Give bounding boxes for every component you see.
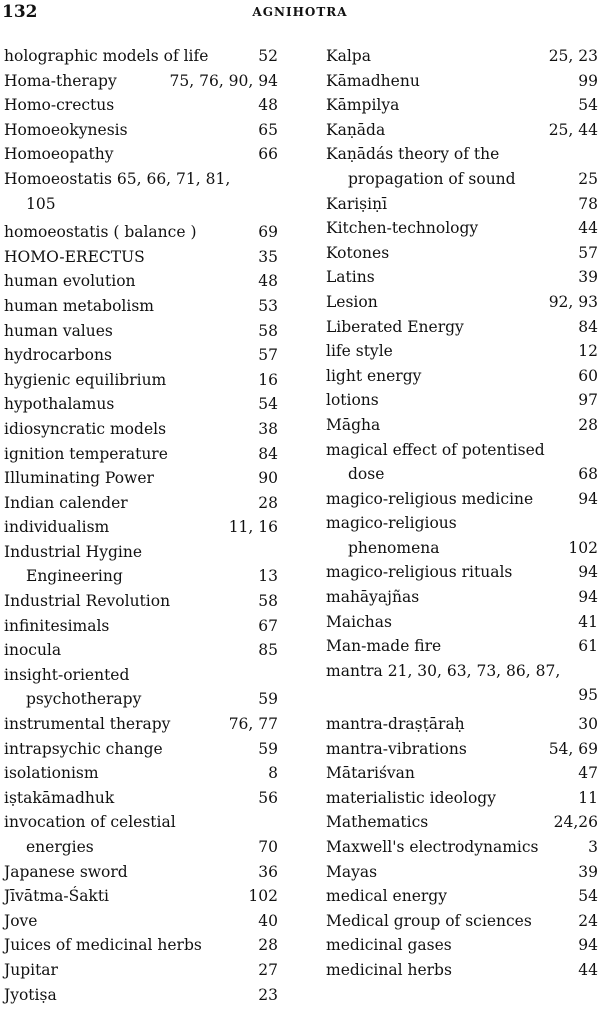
index-pages: 67 bbox=[258, 616, 278, 635]
index-entry bbox=[326, 560, 598, 585]
index-term: Kaṇādás theory of the bbox=[326, 145, 500, 164]
index-entry bbox=[4, 93, 278, 118]
index-term: materialistic ideology bbox=[326, 788, 496, 807]
index-term: Maichas bbox=[326, 612, 392, 631]
index-entry bbox=[4, 983, 278, 1008]
index-term: Maxwell's electrodynamics bbox=[326, 838, 539, 856]
index-term: Industrial Hygine bbox=[4, 542, 142, 561]
index-entry bbox=[326, 462, 598, 487]
index-term: hypothalamus bbox=[4, 395, 115, 414]
index-term: lotions bbox=[326, 391, 379, 410]
index-pages: 47 bbox=[578, 764, 598, 783]
index-pages: 75, 76, 90, 94 bbox=[169, 71, 278, 90]
index-pages: 48 bbox=[258, 272, 278, 291]
index-term: Medical group of sciences bbox=[326, 911, 532, 930]
index-entry bbox=[326, 487, 598, 512]
index-entry bbox=[326, 810, 598, 835]
index-term: human evolution bbox=[4, 272, 136, 291]
index-pages: 38 bbox=[258, 419, 278, 438]
index-entry bbox=[4, 417, 278, 442]
index-term: Mātariśvan bbox=[326, 764, 415, 783]
index-term: mantra-vibrations bbox=[326, 739, 467, 758]
index-term: iṣtakāmadhuk bbox=[4, 788, 115, 807]
index-entry bbox=[4, 589, 278, 614]
index-entry bbox=[4, 466, 278, 491]
index-entry bbox=[4, 786, 278, 811]
index-entry bbox=[4, 44, 278, 69]
index-entry bbox=[4, 118, 278, 143]
index-term: homoeostatis ( balance ) bbox=[4, 223, 197, 242]
index-pages: 25 bbox=[578, 169, 598, 188]
index-term: medicinal herbs bbox=[326, 960, 452, 979]
index-pages: 44 bbox=[578, 219, 598, 238]
index-term: Mathematics bbox=[326, 813, 429, 832]
index-entry bbox=[326, 761, 598, 786]
index-entry bbox=[326, 786, 598, 811]
index-term: Kaṇāda bbox=[326, 120, 386, 139]
index-term: dose bbox=[348, 465, 385, 484]
index-term: Jove bbox=[4, 911, 38, 930]
index-entry bbox=[4, 761, 278, 786]
index-entry bbox=[326, 216, 598, 241]
index-term: Homoeopathy bbox=[4, 145, 114, 164]
index-entry bbox=[326, 93, 598, 118]
index-column-left bbox=[4, 44, 278, 1007]
index-pages: 58 bbox=[258, 321, 278, 340]
index-entry bbox=[4, 142, 278, 167]
index-entry bbox=[326, 290, 598, 315]
index-pages: 90 bbox=[258, 469, 278, 488]
index-pages: 76, 77 bbox=[228, 715, 278, 734]
index-pages: 56 bbox=[258, 788, 278, 807]
index-pages: 25, 44 bbox=[548, 120, 598, 139]
index-pages: 78 bbox=[578, 194, 598, 213]
index-entry bbox=[326, 511, 598, 536]
index-pages: 58 bbox=[258, 592, 278, 611]
index-term: energies bbox=[26, 838, 94, 856]
index-entry bbox=[326, 712, 598, 737]
index-entry bbox=[326, 585, 598, 610]
index-entry bbox=[4, 294, 278, 319]
index-pages: 16 bbox=[258, 370, 278, 389]
index-term: Latins bbox=[326, 268, 375, 287]
index-term: Mayas bbox=[326, 862, 378, 881]
index-pages: 68 bbox=[578, 465, 598, 484]
index-entry bbox=[326, 909, 598, 934]
index-term: Industrial Revolution bbox=[4, 592, 171, 611]
index-entry bbox=[326, 860, 598, 885]
index-term: magico-religious bbox=[326, 514, 457, 533]
index-entry bbox=[326, 659, 598, 684]
index-term: isolationism bbox=[4, 764, 99, 783]
index-pages: 12 bbox=[578, 342, 598, 361]
index-term bbox=[326, 683, 598, 708]
index-pages: 44 bbox=[578, 960, 598, 979]
index-pages: 41 bbox=[578, 612, 598, 631]
index-term: magical effect of potentised bbox=[326, 440, 545, 459]
index-pages: 25, 23 bbox=[548, 47, 598, 65]
index-entry bbox=[326, 536, 598, 561]
index-pages: 97 bbox=[578, 391, 598, 410]
index-entry bbox=[4, 638, 278, 663]
index-term: mantra 21, 30, 63, 73, 86, 87, bbox=[326, 661, 561, 680]
index-pages: 24,26 bbox=[553, 813, 598, 832]
index-pages: 84 bbox=[578, 317, 598, 336]
index-term: Homa-therapy bbox=[4, 71, 117, 90]
index-entry bbox=[326, 634, 598, 659]
index-term: invocation of celestial bbox=[4, 813, 176, 832]
index-pages: 8 bbox=[268, 764, 278, 783]
index-term: hydrocarbons bbox=[4, 346, 112, 365]
index-term: Kotones bbox=[326, 243, 390, 262]
index-entry bbox=[4, 245, 278, 270]
running-title: AGNIHOTRA bbox=[252, 5, 348, 19]
index-term: Kāmpilya bbox=[326, 96, 400, 115]
index-entry bbox=[326, 683, 598, 708]
index-pages: 59 bbox=[258, 690, 278, 709]
index-term: Juices of medicinal herbs bbox=[4, 936, 202, 955]
index-entry bbox=[326, 413, 598, 438]
index-term: life style bbox=[326, 342, 393, 361]
index-entry bbox=[326, 610, 598, 635]
index-term: psychotherapy bbox=[26, 690, 142, 709]
index-term: 105 bbox=[26, 194, 56, 213]
index-term: Homoeokynesis bbox=[4, 120, 128, 139]
page-header bbox=[0, 0, 600, 26]
index-pages: 54 bbox=[578, 887, 598, 906]
index-entry bbox=[4, 712, 278, 737]
index-entry bbox=[326, 388, 598, 413]
index-term: medical energy bbox=[326, 887, 447, 906]
index-entry bbox=[326, 339, 598, 364]
index-pages: 94 bbox=[578, 588, 598, 607]
index-pages: 57 bbox=[578, 243, 598, 262]
index-term: Jupitar bbox=[4, 960, 58, 979]
index-pages: 40 bbox=[258, 911, 278, 930]
index-entry bbox=[326, 884, 598, 909]
index-term: mahāyajñas bbox=[326, 588, 420, 607]
index-term: individualism bbox=[4, 518, 110, 537]
index-pages: 94 bbox=[578, 563, 598, 582]
index-term: human values bbox=[4, 321, 113, 340]
index-term: Jīvātma-Śakti bbox=[4, 887, 110, 906]
index-pages: 69 bbox=[258, 223, 278, 242]
index-column-right bbox=[326, 44, 598, 983]
index-pages: 3 bbox=[588, 838, 598, 856]
index-term: Illuminating Power bbox=[4, 469, 154, 488]
index-entry bbox=[326, 933, 598, 958]
index-pages: 24 bbox=[578, 911, 598, 930]
index-term: Homoeostatis 65, 66, 71, 81, bbox=[4, 169, 231, 188]
index-entry bbox=[4, 737, 278, 762]
index-entry bbox=[4, 392, 278, 417]
index-term: Japanese sword bbox=[4, 862, 128, 881]
index-pages: 54 bbox=[258, 395, 278, 414]
index-entry bbox=[326, 737, 598, 762]
index-term: instrumental therapy bbox=[4, 715, 171, 734]
index-term: idiosyncratic models bbox=[4, 419, 167, 438]
index-pages: 11 bbox=[578, 788, 598, 807]
index-entry bbox=[326, 438, 598, 463]
index-entry bbox=[326, 44, 598, 69]
index-term: medicinal gases bbox=[326, 936, 452, 955]
index-term: Man-made fire bbox=[326, 637, 442, 656]
index-entry bbox=[4, 909, 278, 934]
index-pages: 36 bbox=[258, 862, 278, 881]
index-pages: 54 bbox=[578, 96, 598, 115]
index-entry bbox=[4, 192, 278, 217]
index-entry bbox=[4, 933, 278, 958]
index-pages: 85 bbox=[258, 641, 278, 660]
index-pages: 39 bbox=[578, 862, 598, 881]
index-entry bbox=[4, 564, 278, 589]
index-term: Kāmadhenu bbox=[326, 71, 420, 90]
index-term: Liberated Energy bbox=[326, 317, 464, 336]
page-number: 132 bbox=[2, 2, 38, 22]
index-entry bbox=[326, 241, 598, 266]
index-entry bbox=[326, 142, 598, 167]
index-pages: 52 bbox=[258, 47, 278, 65]
index-entry bbox=[326, 265, 598, 290]
index-term: Kalpa bbox=[326, 47, 371, 65]
index-term: human metabolism bbox=[4, 296, 154, 315]
index-entry bbox=[4, 687, 278, 712]
index-pages: 28 bbox=[578, 415, 598, 434]
index-term: holographic models of life bbox=[4, 47, 209, 65]
index-entry bbox=[326, 958, 598, 983]
index-entry bbox=[4, 269, 278, 294]
index-term: magico-religious rituals bbox=[326, 563, 513, 582]
index-entry bbox=[326, 167, 598, 192]
index-pages: 94 bbox=[578, 936, 598, 955]
index-entry bbox=[4, 884, 278, 909]
index-pages: 30 bbox=[578, 715, 598, 734]
index-pages: 13 bbox=[258, 567, 278, 586]
index-pages: 94 bbox=[578, 489, 598, 508]
index-pages: 60 bbox=[578, 366, 598, 385]
index-entry bbox=[326, 192, 598, 217]
index-pages: 84 bbox=[258, 444, 278, 463]
index-entry bbox=[4, 540, 278, 565]
index-entry bbox=[4, 442, 278, 467]
index-entry bbox=[326, 364, 598, 389]
index-entry bbox=[4, 167, 278, 192]
index-entry bbox=[4, 368, 278, 393]
index-entry bbox=[4, 614, 278, 639]
index-term: mantra-draṣṭāraḥ bbox=[326, 715, 465, 734]
index-term: phenomena bbox=[348, 538, 440, 557]
index-pages: 99 bbox=[578, 71, 598, 90]
index-term: Homo-crectus bbox=[4, 96, 115, 115]
index-term: magico-religious medicine bbox=[326, 489, 534, 508]
index-entry bbox=[4, 343, 278, 368]
index-term: propagation of sound bbox=[348, 169, 516, 188]
index-pages: 59 bbox=[258, 739, 278, 758]
index-term: infinitesimals bbox=[4, 616, 110, 635]
index-pages: 65 bbox=[258, 120, 278, 139]
index-pages: 70 bbox=[258, 838, 278, 856]
index-term: Kariṣiṇī bbox=[326, 194, 388, 213]
index-term: Indian calender bbox=[4, 493, 128, 512]
index-pages: 53 bbox=[258, 296, 278, 315]
index-pages: 95 bbox=[578, 686, 598, 705]
index-term: intrapsychic change bbox=[4, 739, 163, 758]
index-term: Lesion bbox=[326, 292, 378, 311]
index-pages: 102 bbox=[248, 887, 278, 906]
index-term: HOMO-ERECTUS bbox=[4, 247, 145, 266]
index-term: light energy bbox=[326, 366, 422, 385]
index-entry bbox=[4, 319, 278, 344]
index-term: Engineering bbox=[26, 567, 123, 586]
index-term: insight-oriented bbox=[4, 665, 130, 684]
index-entry bbox=[4, 69, 278, 94]
index-entry bbox=[4, 515, 278, 540]
index-pages: 48 bbox=[258, 96, 278, 115]
index-entry bbox=[4, 663, 278, 688]
index-pages: 23 bbox=[258, 985, 278, 1004]
index-entry bbox=[326, 835, 598, 860]
index-entry bbox=[326, 69, 598, 94]
index-pages: 39 bbox=[578, 268, 598, 287]
index-pages: 61 bbox=[578, 637, 598, 656]
index-pages: 92, 93 bbox=[548, 292, 598, 311]
index-pages: 11, 16 bbox=[228, 518, 278, 537]
index-pages: 27 bbox=[258, 960, 278, 979]
index-entry bbox=[4, 220, 278, 245]
index-pages: 28 bbox=[258, 493, 278, 512]
index-pages: 35 bbox=[258, 247, 278, 266]
index-pages: 102 bbox=[568, 538, 598, 557]
index-term: Māgha bbox=[326, 415, 381, 434]
index-entry bbox=[4, 810, 278, 835]
index-entry bbox=[4, 860, 278, 885]
index-entry bbox=[326, 118, 598, 143]
index-term: Kitchen-technology bbox=[326, 219, 479, 238]
index-term: hygienic equilibrium bbox=[4, 370, 167, 389]
index-pages: 28 bbox=[258, 936, 278, 955]
index-pages: 66 bbox=[258, 145, 278, 164]
index-pages: 57 bbox=[258, 346, 278, 365]
index-term: inocula bbox=[4, 641, 62, 660]
index-term: Jyotiṣa bbox=[4, 985, 57, 1004]
index-entry bbox=[326, 315, 598, 340]
index-pages: 54, 69 bbox=[548, 739, 598, 758]
index-term: ignition temperature bbox=[4, 444, 168, 463]
index-entry bbox=[4, 835, 278, 860]
index-entry bbox=[4, 958, 278, 983]
index-entry bbox=[4, 491, 278, 516]
